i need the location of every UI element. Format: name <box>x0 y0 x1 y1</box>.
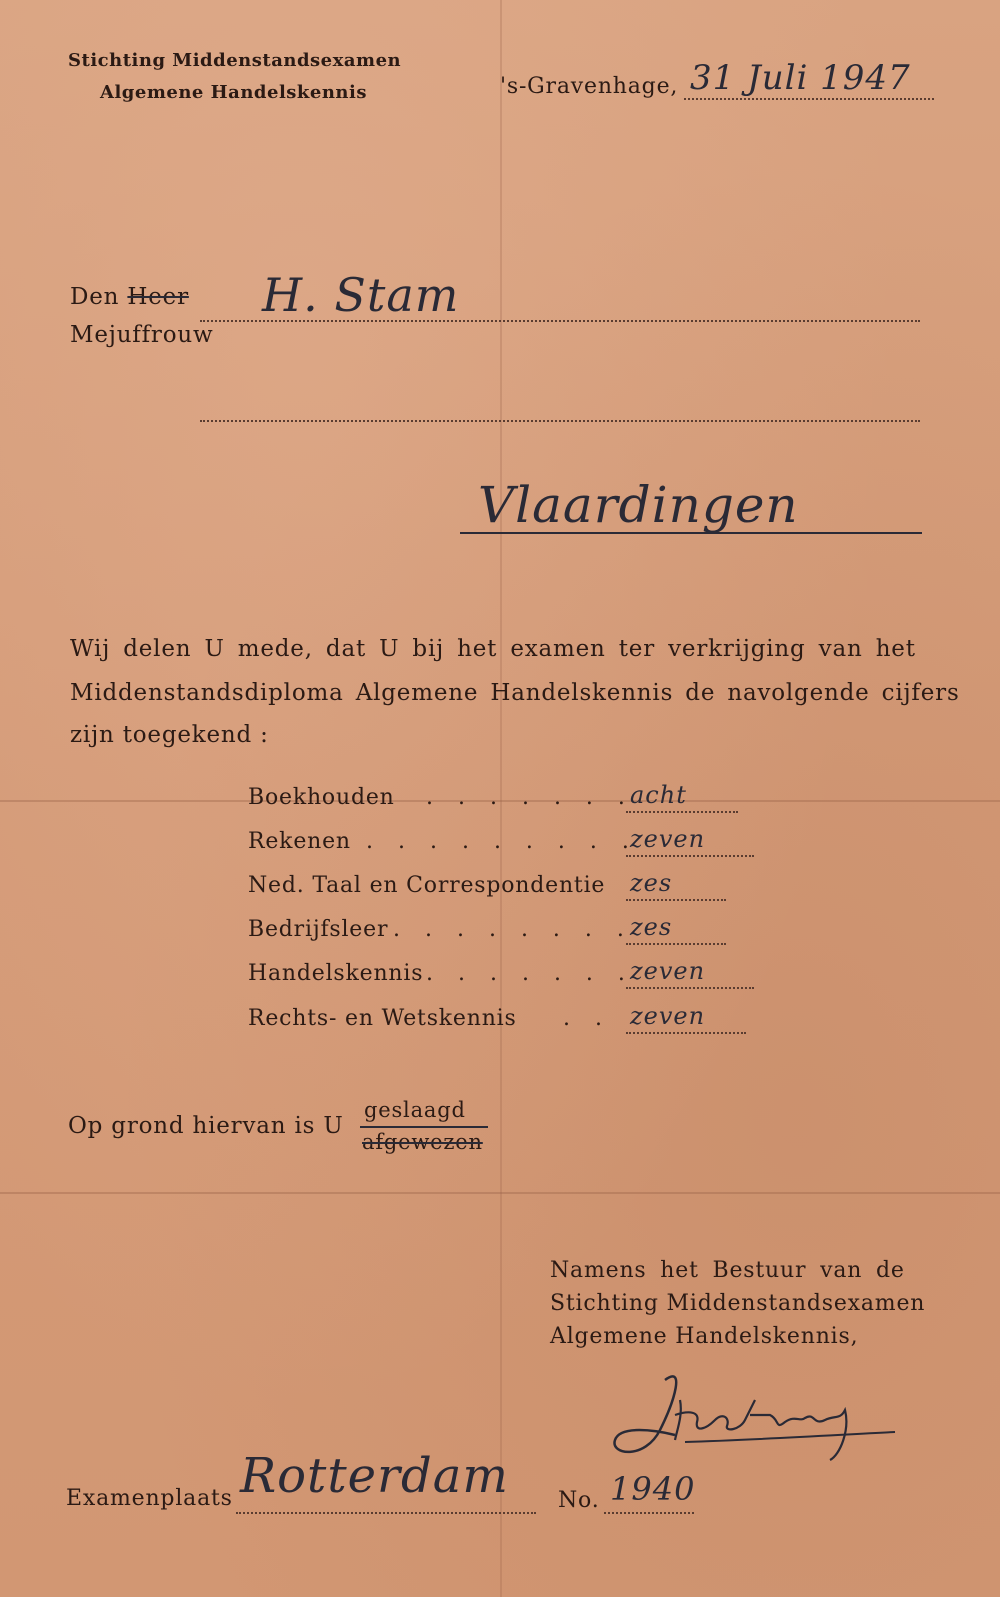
grade-underline <box>626 1032 746 1034</box>
grade-subject: Rekenen <box>248 829 351 854</box>
date-handwritten: 31 Juli 1947 <box>690 58 911 98</box>
signature <box>605 1360 905 1470</box>
grade-row <box>248 1002 768 1040</box>
grade-subject: Bedrijfsleer <box>248 917 389 942</box>
grade-subject: Boekhouden <box>248 785 395 810</box>
grade-underline <box>626 987 754 989</box>
grade-subject: Rechts- en Wetskennis <box>248 1006 517 1031</box>
grade-dots: . . . . . . . . . <box>366 829 638 854</box>
result-failed-text: afgewezen <box>362 1130 483 1154</box>
grade-value-handwritten: zes <box>630 913 673 941</box>
grade-row <box>248 913 768 951</box>
number-label: No. <box>558 1488 600 1513</box>
exam-place-underline <box>236 1512 536 1514</box>
grade-subject: Ned. Taal en Correspondentie <box>248 873 606 898</box>
grade-row <box>248 957 768 995</box>
grade-dots: . . . . . . . . <box>393 917 633 942</box>
org-name-line1: Stichting Middenstandsexamen <box>68 50 402 71</box>
result-label: Op grond hiervan is U <box>68 1113 344 1139</box>
heer-struck-text: Heer <box>127 284 189 310</box>
grade-dots: . . <box>563 1006 611 1031</box>
addressee-name-handwritten: H. Stam <box>262 268 460 322</box>
grade-row <box>248 869 768 907</box>
city-handwritten: Vlaardingen <box>478 476 799 534</box>
grade-row <box>248 825 768 863</box>
intro-line1: Wij delen U mede, dat U bij het examen ter verkrijging van het <box>70 636 916 662</box>
grade-underline <box>626 943 726 945</box>
grade-value-handwritten: acht <box>630 781 687 809</box>
signature-graphic <box>605 1360 905 1470</box>
exam-place-handwritten: Rotterdam <box>240 1448 509 1504</box>
grade-underline <box>626 811 738 813</box>
exam-place-label: Examenplaats <box>66 1486 233 1511</box>
grade-underline <box>626 855 754 857</box>
closing-line2: Stichting Middenstandsexamen <box>550 1291 926 1316</box>
place-label: 's-Gravenhage, <box>500 74 679 99</box>
intro-line2: Middenstandsdiploma Algemene Handelskennis de navolgende cijfers <box>70 680 960 706</box>
grade-dots: . . . . . . . <box>426 785 634 810</box>
den-label <box>70 284 189 310</box>
result-fraction-line <box>360 1126 488 1128</box>
result-failed-struck <box>362 1130 483 1154</box>
grade-row <box>248 781 768 819</box>
result-passed: geslaagd <box>364 1098 466 1122</box>
grade-underline <box>626 899 726 901</box>
city-underline <box>460 532 922 534</box>
closing-line1: Namens het Bestuur van de <box>550 1258 905 1283</box>
intro-line3: zijn toegekend : <box>70 722 269 748</box>
grade-subject: Handelskennis <box>248 961 424 986</box>
grade-value-handwritten: zes <box>630 869 673 897</box>
grade-value-handwritten: zeven <box>630 1002 706 1030</box>
mejuffrouw-label: Mejuffrouw <box>70 322 214 348</box>
number-handwritten: 1940 <box>610 1470 696 1508</box>
date-underline <box>684 98 934 100</box>
grade-value-handwritten: zeven <box>630 957 706 985</box>
den-text: Den <box>70 284 120 310</box>
closing-line3: Algemene Handelskennis, <box>550 1324 859 1349</box>
grade-value-handwritten: zeven <box>630 825 706 853</box>
grade-dots: . . . . . . . <box>426 961 634 986</box>
address-underline <box>200 420 920 422</box>
org-name-line2: Algemene Handelskennis <box>100 82 367 103</box>
number-underline <box>604 1512 694 1514</box>
